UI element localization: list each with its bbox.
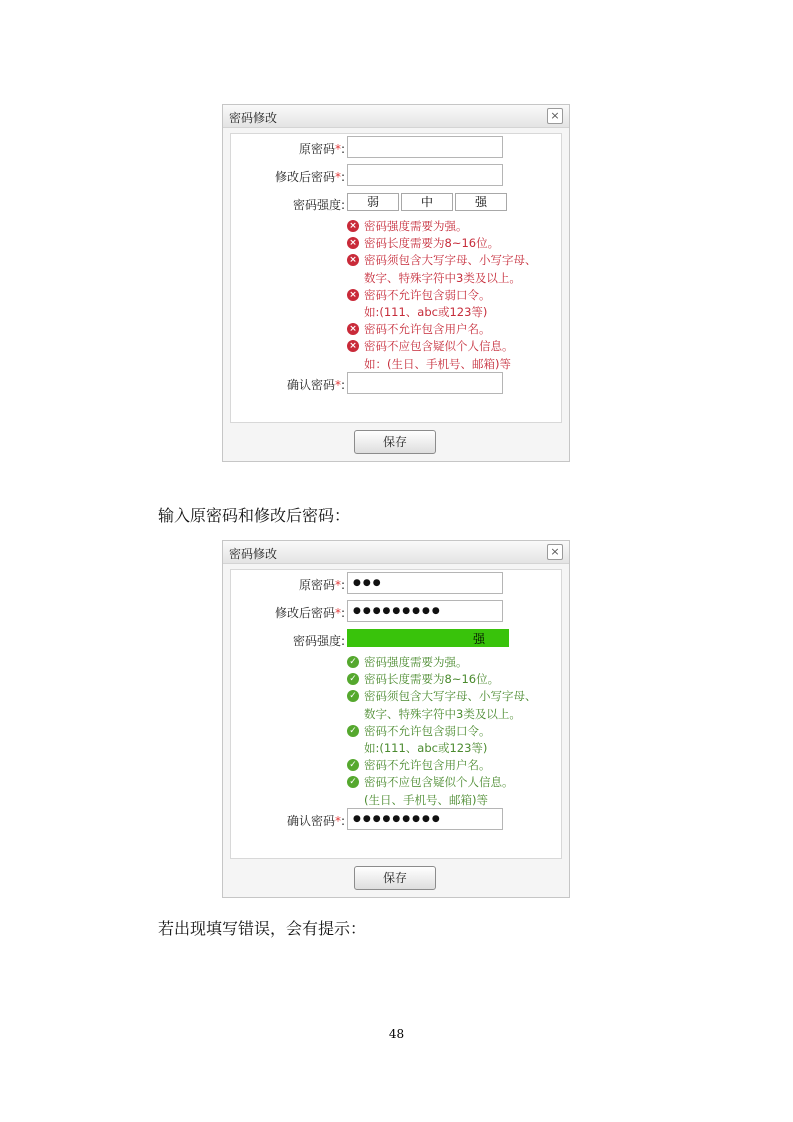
error-icon: × <box>347 340 359 352</box>
dialog-body <box>230 569 562 859</box>
save-button[interactable]: 保存 <box>354 866 436 890</box>
dialog-titlebar <box>223 105 569 128</box>
old-password-label: 原密码*: <box>298 578 345 592</box>
dialog-body <box>230 133 562 423</box>
validation-message <box>345 252 575 269</box>
validation-message <box>345 287 575 304</box>
close-icon[interactable]: × <box>547 544 563 560</box>
validation-messages <box>345 218 575 373</box>
validation-message <box>345 304 575 321</box>
validation-messages <box>345 654 575 809</box>
strength-bar-strong <box>347 629 509 647</box>
password-change-dialog-filled <box>222 540 570 898</box>
validation-message-text: 密码不应包含疑似个人信息。 <box>364 339 514 354</box>
validation-message-text: 如:(111、abc或123等) <box>364 304 488 319</box>
error-icon: × <box>347 323 359 335</box>
confirm-password-label: 确认密码*: <box>286 814 345 828</box>
old-password-label: 原密码*: <box>298 142 345 156</box>
error-icon: × <box>347 254 359 266</box>
validation-message-text: 密码须包含大写字母、小写字母、 <box>364 253 537 268</box>
validation-message-text: 密码不允许包含弱口令。 <box>364 287 491 302</box>
validation-message-text: 密码须包含大写字母、小写字母、 <box>364 689 537 704</box>
strength-meter <box>347 629 509 647</box>
validation-message-text: 密码强度需要为强。 <box>364 219 468 233</box>
error-icon: × <box>347 289 359 301</box>
dialog-title: 密码修改 <box>229 111 278 125</box>
validation-message <box>345 706 575 723</box>
validation-message-text: 密码长度需要为8~16位。 <box>364 236 500 251</box>
validation-message <box>345 688 575 705</box>
confirm-password-label: 确认密码*: <box>286 378 345 392</box>
dialog-title: 密码修改 <box>229 547 278 561</box>
old-password-row <box>231 136 561 160</box>
validation-message <box>345 270 575 287</box>
confirm-password-row <box>231 372 561 396</box>
validation-message <box>345 654 575 671</box>
validation-message <box>345 218 575 235</box>
validation-message-text: 密码不应包含疑似个人信息。 <box>364 775 514 790</box>
validation-message-text: (生日、手机号、邮箱)等 <box>364 792 488 807</box>
validation-message <box>345 740 575 757</box>
new-password-row <box>231 164 561 188</box>
dialog-footer <box>223 423 569 461</box>
save-button[interactable]: 保存 <box>354 430 436 454</box>
validation-message-text: 数字、特殊字符中3类及以上。 <box>364 706 521 721</box>
validation-message-text: 密码不允许包含用户名。 <box>364 758 491 773</box>
validation-message <box>345 338 575 355</box>
strength-meter <box>347 193 509 211</box>
dialog-titlebar <box>223 541 569 564</box>
page-number: 48 <box>388 1027 405 1041</box>
validation-message-text: 密码强度需要为强。 <box>364 655 468 669</box>
confirm-password-input[interactable]: ●●●●●●●●● <box>347 808 503 830</box>
old-password-input[interactable] <box>347 136 503 158</box>
error-icon: × <box>347 220 359 232</box>
new-password-input[interactable] <box>347 164 503 186</box>
check-icon: ✓ <box>347 656 359 668</box>
confirm-password-input[interactable] <box>347 372 503 394</box>
validation-message <box>345 774 575 791</box>
strength-strong: 强 <box>455 193 507 211</box>
instruction-text: 输入原密码和修改后密码： <box>158 506 351 525</box>
strength-label: 密码强度: <box>292 634 345 648</box>
strength-weak: 弱 <box>347 193 399 211</box>
validation-message-text: 数字、特殊字符中3类及以上。 <box>364 270 521 285</box>
confirm-password-row <box>231 808 561 832</box>
validation-message-text: 密码长度需要为8~16位。 <box>364 672 500 687</box>
strength-medium: 中 <box>401 193 453 211</box>
validation-message <box>345 671 575 688</box>
close-icon[interactable]: × <box>547 108 563 124</box>
validation-message <box>345 321 575 338</box>
validation-message-text: 如:(111、abc或123等) <box>364 740 488 755</box>
validation-message <box>345 235 575 252</box>
validation-message <box>345 723 575 740</box>
strength-label: 密码强度: <box>292 198 345 212</box>
validation-message-text: 密码不允许包含弱口令。 <box>364 723 491 738</box>
strength-value: 强 <box>473 632 486 646</box>
validation-message <box>345 757 575 774</box>
new-password-row <box>231 600 561 624</box>
check-icon: ✓ <box>347 690 359 702</box>
check-icon: ✓ <box>347 725 359 737</box>
instruction-text: 若出现填写错误，会有提示： <box>158 919 367 938</box>
validation-message-text: 密码不允许包含用户名。 <box>364 322 491 337</box>
validation-message-text: 如：(生日、手机号、邮箱)等 <box>364 356 511 371</box>
new-password-label: 修改后密码*: <box>274 170 345 184</box>
check-icon: ✓ <box>347 759 359 771</box>
validation-message <box>345 356 575 373</box>
error-icon: × <box>347 237 359 249</box>
dialog-footer <box>223 859 569 897</box>
strength-row <box>231 192 561 216</box>
new-password-input[interactable]: ●●●●●●●●● <box>347 600 503 622</box>
old-password-input[interactable]: ●●● <box>347 572 503 594</box>
validation-message <box>345 792 575 809</box>
new-password-label: 修改后密码*: <box>274 606 345 620</box>
strength-row <box>231 628 561 652</box>
old-password-row <box>231 572 561 596</box>
check-icon: ✓ <box>347 673 359 685</box>
check-icon: ✓ <box>347 776 359 788</box>
password-change-dialog <box>222 104 570 462</box>
